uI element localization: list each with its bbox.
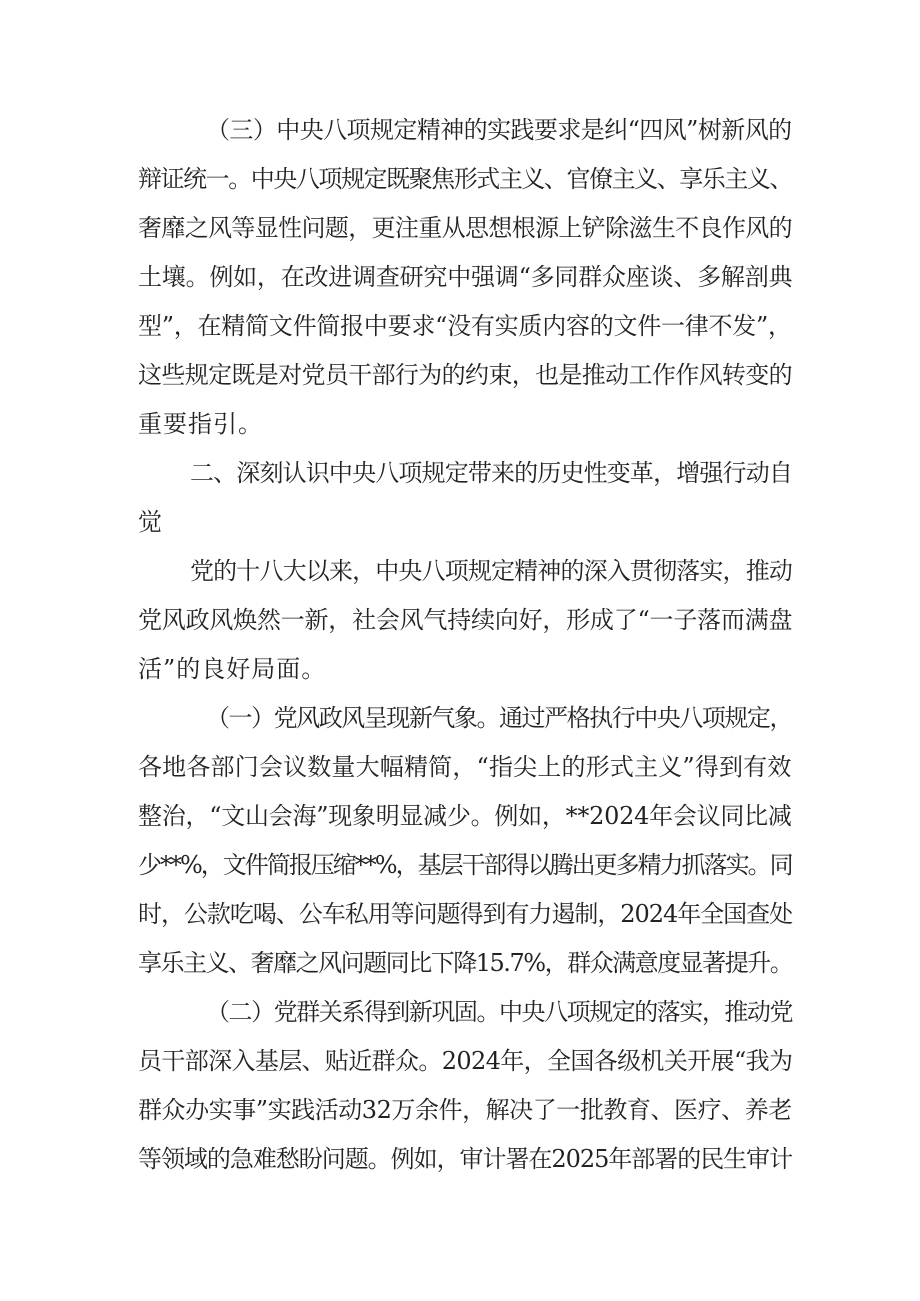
paragraph-line: 等领域的急难愁盼问题。例如，审计署在2025年部署的民生审计 — [138, 1145, 793, 1173]
paragraph-line: 整治，“文山会海”现象明显减少。例如，**2024年会议同比减 — [138, 802, 792, 830]
paragraph-line: 这些规定既是对党员干部行为的约束，也是推动工作作风转变的 — [138, 361, 792, 389]
paragraph-line: 群众办实事”实践活动32万余件，解决了一批教育、医疗、养老 — [138, 1096, 792, 1124]
paragraph-line: 党的十八大以来，中央八项规定精神的深入贯彻落实，推动 — [190, 557, 792, 585]
paragraph-line: 时，公款吃喝、公车私用等问题得到有力遏制，2024年全国查处 — [138, 900, 793, 928]
paragraph-line: 土壤。例如，在改进调查研究中强调“多同群众座谈、多解剖典 — [138, 263, 793, 291]
paragraph-line: 型”，在精简文件简报中要求“没有实质内容的文件一律不发”， — [138, 312, 792, 340]
paragraph-line: （二）党群关系得到新巩固。中央八项规定的落实，推动党 — [206, 998, 792, 1026]
paragraph-line: 活”的良好局面。 — [138, 655, 327, 683]
paragraph-line: 重要指引。 — [138, 410, 263, 438]
paragraph-line: （三）中央八项规定精神的实践要求是纠“四风”树新风的 — [206, 116, 792, 144]
paragraph-line: 奢靡之风等显性问题，更注重从思想根源上铲除滋生不良作风的 — [138, 214, 792, 242]
paragraph-line: 享乐主义、奢靡之风问题同比下降15.7%，群众满意度显著提升。 — [138, 949, 793, 977]
section-heading-line: 二、深刻认识中央八项规定带来的历史性变革，增强行动自 — [190, 459, 792, 487]
paragraph-line: 少**%，文件简报压缩**%，基层干部得以腾出更多精力抓落实。同 — [138, 851, 792, 879]
paragraph-line: 各地各部门会议数量大幅精简，“指尖上的形式主义”得到有效 — [138, 753, 792, 781]
paragraph-line: 辩证统一。中央八项规定既聚焦形式主义、官僚主义、享乐主义、 — [138, 165, 792, 193]
paragraph-line: （一）党风政风呈现新气象。通过严格执行中央八项规定， — [206, 704, 792, 732]
section-heading-line: 觉 — [138, 508, 163, 536]
paragraph-line: 员干部深入基层、贴近群众。2024年，全国各级机关开展“我为 — [138, 1047, 793, 1075]
paragraph-line: 党风政风焕然一新，社会风气持续向好，形成了“一子落而满盘 — [138, 606, 793, 634]
